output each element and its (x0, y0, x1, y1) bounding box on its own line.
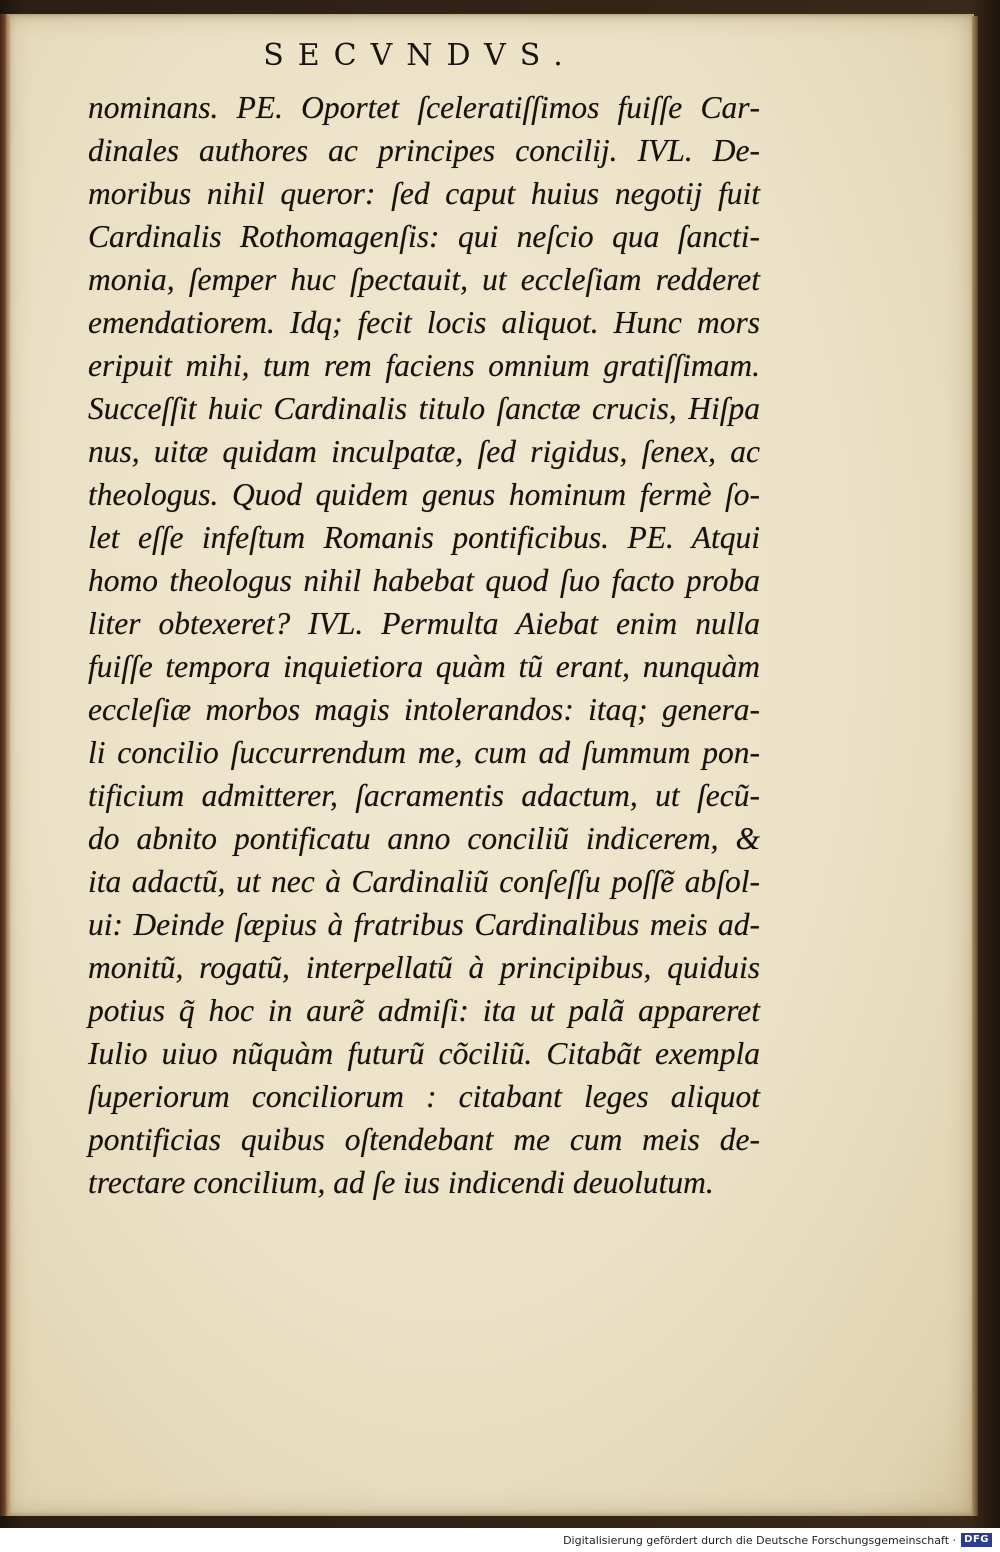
text-line: Cardinalis Rothomagenſis: qui neſcio qua ſancti‑ (88, 219, 760, 254)
dfg-logo: DFG (961, 1533, 992, 1547)
book-spine-shadow (0, 14, 10, 1516)
text-line: ſuperiorum conciliorum : citabant leges aliquot (88, 1079, 760, 1114)
text-line: do abnito pontificatu anno conciliũ indicerem, & (88, 821, 760, 856)
body-text (88, 86, 760, 1204)
page-edge (972, 16, 978, 1516)
funding-credit: Digitalisierung gefördert durch die Deutsche Forschungsgemeinschaft · (563, 1534, 956, 1547)
text-line: homo theologus nihil habebat quod ſuo facto proba (88, 563, 760, 598)
text-line: tificium admitterer, ſacramentis adactum, ut ſecũ‑ (88, 778, 760, 813)
text-line: Iulio uiuo nũquàm futurũ cõciliũ. Citabãt exempla (88, 1036, 760, 1071)
text-line: trectare concilium, ad ſe ius indicendi deuolutum. (88, 1165, 714, 1200)
text-line: pontificias quibus oſtendebant me cum meis de‑ (88, 1122, 760, 1157)
text-line: eccleſiæ morbos magis intolerandos: itaq; genera‑ (88, 692, 760, 727)
text-line: li concilio ſuccurrendum me, cum ad ſummum pon‑ (88, 735, 760, 770)
text-line: monitũ, rogatũ, interpellatũ à principibus, quiduis (88, 950, 760, 985)
text-line: Succeſſit huic Cardinalis titulo ſanctæ crucis, Hiſpa (88, 391, 760, 426)
running-head: SECVNDVS. (263, 38, 577, 73)
text-line: let eſſe infeſtum Romanis pontificibus. PE. Atqui (88, 520, 760, 555)
text-line: theologus. Quod quidem genus hominum fermè ſo‑ (88, 477, 760, 512)
text-line: eripuit mihi, tum rem faciens omnium gratiſſimam. (88, 348, 760, 383)
text-line: liter obtexeret? IVL. Permulta Aiebat enim nulla (88, 606, 760, 641)
text-line: ita adactũ, ut nec à Cardinaliũ conſeſſu poſſẽ abſol‑ (88, 864, 760, 899)
text-line: ui: Deinde ſæpius à fratribus Cardinalibus meis ad‑ (88, 907, 760, 942)
text-line: moribus nihil queror: ſed caput huius negotij fuit (88, 176, 760, 211)
text-line: dinales authores ac principes concilij. IVL. De‑ (88, 133, 760, 168)
text-line: emendatiorem. Idq; fecit locis aliquot. Hunc mors (88, 305, 760, 340)
text-line: fuiſſe tempora inquietiora quàm tũ erant, nunquàm (88, 649, 760, 684)
text-line: nus, uitæ quidam inculpatæ, ſed rigidus, ſenex, ac (88, 434, 760, 469)
text-line: monia, ſemper huc ſpectauit, ut eccleſiam redderet (88, 262, 760, 297)
text-line: nominans. PE. Oportet ſceleratiſſimos fuiſſe Car‑ (88, 90, 760, 125)
text-line: potius q̃ hoc in aurẽ admiſi: ita ut palã appareret (88, 993, 760, 1028)
